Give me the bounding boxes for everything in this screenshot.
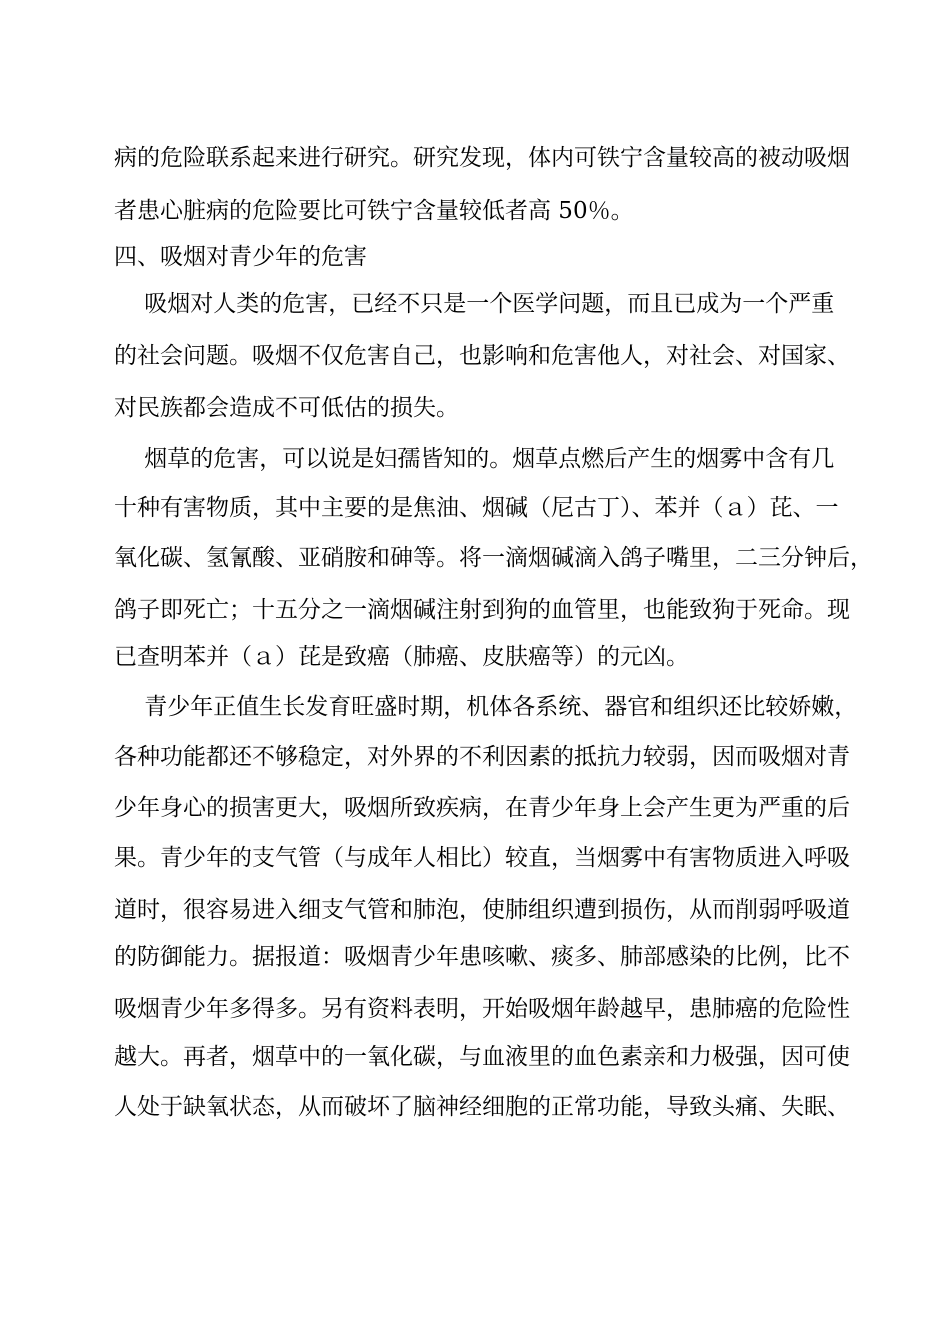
text-line: 者患心脏病的危险要比可铁宁含量较低者高 50％。 [114,198,634,224]
text-line: 已查明苯并（ａ）芘是致癌（肺癌、皮肤癌等）的元凶。 [114,644,689,670]
text-line: 鸽子即死亡；十五分之一滴烟碱注射到狗的血管里，也能致狗于死命。现 [114,597,850,623]
text-line: 吸烟对人类的危害，已经不只是一个医学问题，而且已成为一个严重 [114,291,835,317]
text-line: 氧化碳、氢氰酸、亚硝胺和砷等。将一滴烟碱滴入鸽子嘴里，二三分钟后， [114,545,873,571]
text-line: 道时，很容易进入细支气管和肺泡，使肺组织遭到损伤，从而削弱呼吸道 [114,897,850,923]
text-line: 十种有害物质，其中主要的是焦油、烟碱（尼古丁）、苯并（ａ）芘、一 [114,495,839,521]
text-line: 青少年正值生长发育旺盛时期，机体各系统、器官和组织还比较娇嫩， [114,694,858,720]
text-line: 吸烟青少年多得多。另有资料表明，开始吸烟年龄越早，患肺癌的危险性 [114,996,850,1022]
section-heading: 四、吸烟对青少年的危害 [114,244,367,270]
text-line: 果。青少年的支气管（与成年人相比）较直，当烟雾中有害物质进入呼吸 [114,845,850,871]
text-line: 少年身心的损害更大，吸烟所致疾病，在青少年身上会产生更为严重的后 [114,795,850,821]
text-line: 的防御能力。据报道：吸烟青少年患咳嗽、痰多、肺部感染的比例，比不 [114,944,850,970]
text-line: 的社会问题。吸烟不仅危害自己，也影响和危害他人，对社会、对国家、 [114,343,850,369]
text-line: 人处于缺氧状态，从而破坏了脑神经细胞的正常功能，导致头痛、失眠、 [114,1094,850,1120]
text-line: 各种功能都还不够稳定，对外界的不利因素的抵抗力较弱，因而吸烟对青 [114,744,850,770]
text-line: 病的危险联系起来进行研究。研究发现，体内可铁宁含量较高的被动吸烟 [114,145,850,171]
text-line: 烟草的危害，可以说是妇孺皆知的。烟草点燃后产生的烟雾中含有几 [114,446,835,472]
text-line: 对民族都会造成不可低估的损失。 [114,395,459,421]
text-line: 越大。再者，烟草中的一氧化碳，与血液里的血色素亲和力极强，因可使 [114,1044,850,1070]
